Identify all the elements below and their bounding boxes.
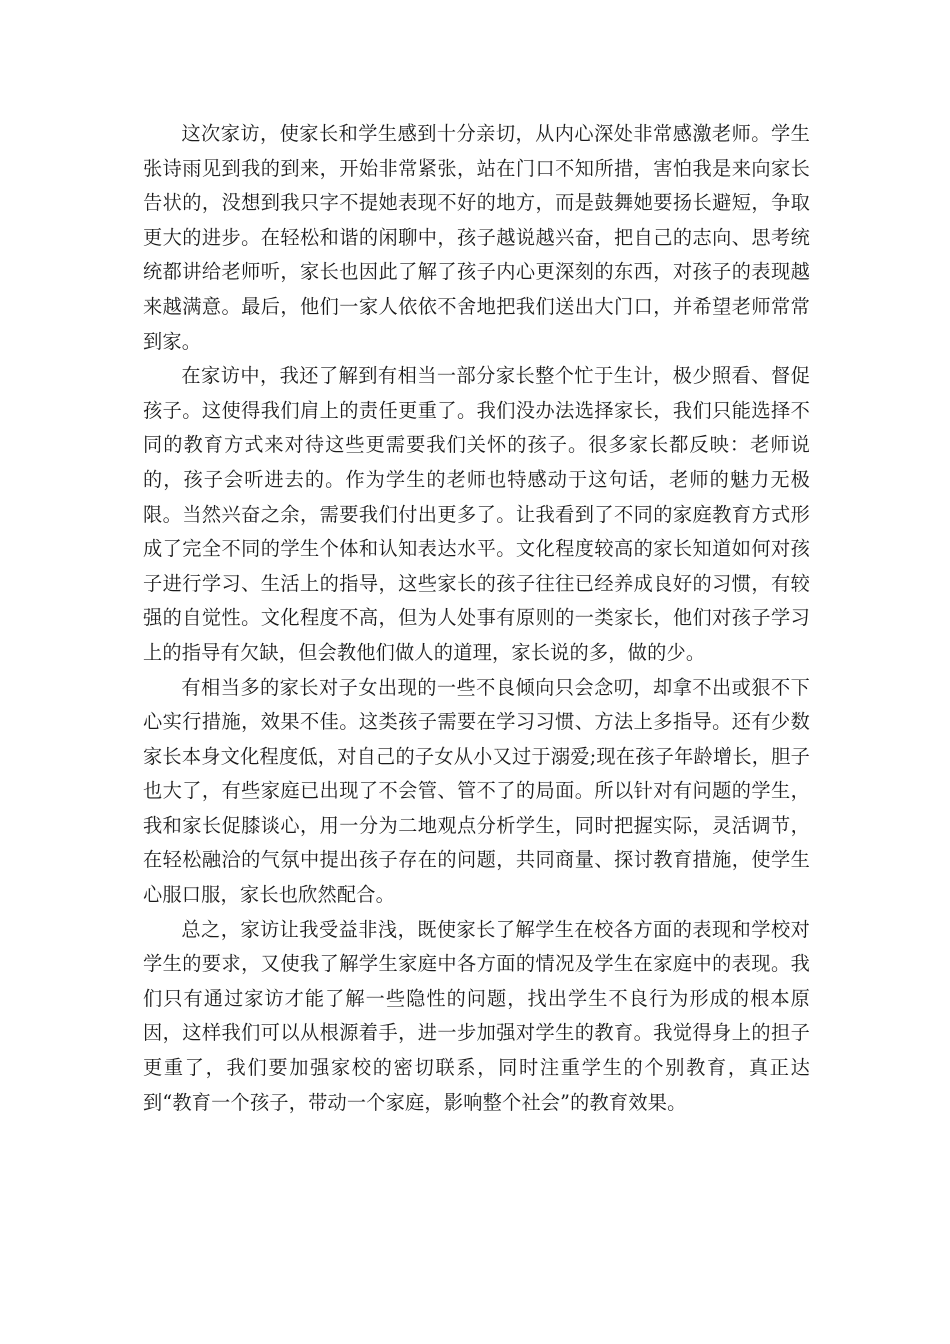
paragraph-1: 这次家访，使家长和学生感到十分亲切，从内心深处非常感激老师。学生张诗雨见到我的到来，开始非常紧张，站在门口不知所措，害怕我是来向家长告状的，没想到我只字不提她表现不好的地方，而是鼓舞她要扬长避短，争取更大的进步。在轻松和谐的闲聊中，孩子越说越兴奋，把自己的志向、思考统统都讲给老师听，家长也因此了解了孩子内心更深刻的东西，对孩子的表现越来越满意。最后，他们一家人依依不舍地把我们送出大门口，并希望老师常常到家。	[143, 122, 810, 353]
document-body	[143, 117, 810, 1120]
paragraph-4: 总之，家访让我受益非浅，既使家长了解学生在校各方面的表现和学校对学生的要求，又使我了解学生家庭中各方面的情况及学生在家庭中的表现。我们只有通过家访才能了解一些隐性的问题，找出学生不良行为形成的根本原因，这样我们可以从根源着手，进一步加强对学生的教育。我觉得身上的担子更重了，我们要加强家校的密切联系，同时注重学生的个别教育，真正达到“教育一个孩子，带动一个家庭，影响整个社会”的教育效果。	[143, 917, 810, 1114]
paragraph-3: 有相当多的家长对子女出现的一些不良倾向只会念叨，却拿不出或狠不下心实行措施，效果不佳。这类孩子需要在学习习惯、方法上多指导。还有少数家长本身文化程度低，对自己的子女从小又过于溺爱;现在孩子年龄增长，胆子也大了，有些家庭已出现了不会管、管不了的局面。所以针对有问题的学生，我和家长促膝谈心，用一分为二地观点分析学生，同时把握实际，灵活调节，在轻松融洽的气氛中提出孩子存在的问题，共同商量、探讨教育措施，使学生心服口服，家长也欣然配合。	[143, 675, 810, 907]
paragraph-2: 在家访中，我还了解到有相当一部分家长整个忙于生计，极少照看、督促孩子。这使得我们肩上的责任更重了。我们没办法选择家长，我们只能选择不同的教育方式来对待这些更需要我们关怀的孩子。很多家长都反映：老师说的，孩子会听进去的。作为学生的老师也特感动于这句话，老师的魅力无极限。当然兴奋之余，需要我们付出更多了。让我看到了不同的家庭教育方式形成了完全不同的学生个体和认知表达水平。文化程度较高的家长知道如何对孩子进行学习、生活上的指导，这些家长的孩子往往已经养成良好的习惯，有较强的自觉性。文化程度不高，但为人处事有原则的一类家长，他们对孩子学习上的指导有欠缺，但会教他们做人的道理，家长说的多，做的少。	[143, 364, 810, 664]
